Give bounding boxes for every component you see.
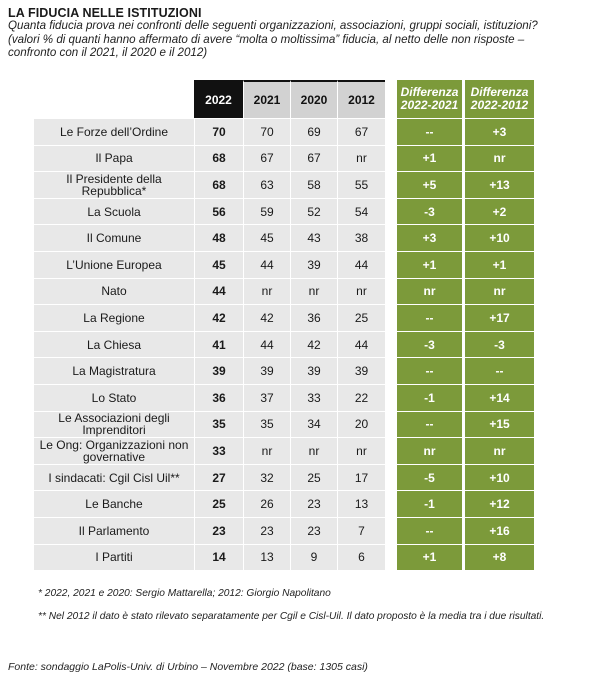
table-row: [34, 331, 534, 358]
value-2020: 36: [290, 304, 337, 331]
row-label: Le Forze dell’Ordine: [34, 118, 194, 145]
spacer: [385, 145, 394, 172]
value-2012: 25: [337, 304, 385, 331]
value-2021: 67: [243, 145, 290, 172]
diff-2022-2012: -3: [462, 331, 534, 358]
value-2022: 68: [194, 171, 243, 198]
row-label: I sindacati: Cgil Cisl Uil**: [34, 464, 194, 491]
spacer: [385, 517, 394, 544]
value-2020: 23: [290, 517, 337, 544]
value-2022: 35: [194, 411, 243, 438]
diff-2022-2012: +17: [462, 304, 534, 331]
table-row: [34, 437, 534, 464]
spacer: [385, 464, 394, 491]
row-label: I Partiti: [34, 544, 194, 571]
value-2021: 44: [243, 331, 290, 358]
value-2022: 44: [194, 278, 243, 305]
footnote-2: ** Nel 2012 il dato è stato rilevato separatamente per Cgil e Cisl-Uil. Il dato proposto è la media tra i due risultati.: [38, 610, 545, 622]
row-label: La Chiesa: [34, 331, 194, 358]
value-2020: 9: [290, 544, 337, 571]
source-note: Fonte: sondaggio LaPolis-Univ. di Urbino – Novembre 2022 (base: 1305 casi): [8, 661, 368, 673]
table-row: [34, 517, 534, 544]
value-2020: 69: [290, 118, 337, 145]
page-title: LA FIDUCIA NELLE ISTITUZIONI: [8, 6, 202, 20]
spacer: [385, 331, 394, 358]
spacer: [385, 304, 394, 331]
diff-2022-2012: +13: [462, 171, 534, 198]
value-2020: 39: [290, 251, 337, 278]
value-2021: 42: [243, 304, 290, 331]
value-2021: 35: [243, 411, 290, 438]
table-body: [34, 118, 534, 570]
row-label: Lo Stato: [34, 384, 194, 411]
diff-2022-2012: +12: [462, 490, 534, 517]
table-row: [34, 304, 534, 331]
value-2012: 6: [337, 544, 385, 571]
table-row: [34, 145, 534, 172]
spacer: [385, 411, 394, 438]
value-2022: 23: [194, 517, 243, 544]
value-2012: 44: [337, 251, 385, 278]
value-2012: 38: [337, 224, 385, 251]
value-2021: 45: [243, 224, 290, 251]
value-2022: 56: [194, 198, 243, 225]
value-2021: 13: [243, 544, 290, 571]
diff-2022-2021: -3: [394, 331, 462, 358]
value-2022: 33: [194, 437, 243, 464]
table-row: [34, 224, 534, 251]
value-2012: 13: [337, 490, 385, 517]
value-2022: 36: [194, 384, 243, 411]
value-2021: 32: [243, 464, 290, 491]
value-2022: 45: [194, 251, 243, 278]
value-2021: 37: [243, 384, 290, 411]
value-2020: 39: [290, 357, 337, 384]
diff-2022-2012: --: [462, 357, 534, 384]
diff-2022-2021: --: [394, 517, 462, 544]
value-2021: 59: [243, 198, 290, 225]
diff-2022-2012: +16: [462, 517, 534, 544]
diff-2022-2012: nr: [462, 145, 534, 172]
diff-2022-2021: -3: [394, 198, 462, 225]
header-blank: [34, 80, 194, 118]
diff-2022-2021: +3: [394, 224, 462, 251]
value-2021: nr: [243, 278, 290, 305]
diff-2022-2012: +14: [462, 384, 534, 411]
value-2012: 39: [337, 357, 385, 384]
value-2021: 63: [243, 171, 290, 198]
spacer: [385, 437, 394, 464]
value-2022: 48: [194, 224, 243, 251]
spacer: [385, 171, 394, 198]
table-row: [34, 384, 534, 411]
diff-2022-2012: +10: [462, 224, 534, 251]
footnotes: [38, 588, 568, 633]
row-label: Nato: [34, 278, 194, 305]
table-header-row: [34, 80, 534, 118]
header-diff-2022-2012: Differenza 2022-2012: [462, 80, 534, 118]
value-2012: 55: [337, 171, 385, 198]
spacer: [385, 490, 394, 517]
spacer: [385, 544, 394, 571]
value-2022: 27: [194, 464, 243, 491]
value-2012: 17: [337, 464, 385, 491]
header-2012: 2012: [337, 80, 385, 118]
spacer: [385, 357, 394, 384]
header-2021: 2021: [243, 80, 290, 118]
table-row: [34, 490, 534, 517]
value-2020: 23: [290, 490, 337, 517]
row-label: Il Parlamento: [34, 517, 194, 544]
value-2020: 25: [290, 464, 337, 491]
value-2022: 68: [194, 145, 243, 172]
diff-2022-2012: +1: [462, 251, 534, 278]
header-2022: 2022: [194, 80, 243, 118]
diff-2022-2021: --: [394, 118, 462, 145]
value-2021: 44: [243, 251, 290, 278]
value-2020: 58: [290, 171, 337, 198]
value-2021: 70: [243, 118, 290, 145]
header-diff-2022-2021: Differenza 2022-2021: [394, 80, 462, 118]
table-row: [34, 171, 534, 198]
spacer: [385, 224, 394, 251]
diff-2022-2021: +1: [394, 251, 462, 278]
row-label: La Magistratura: [34, 357, 194, 384]
value-2020: 42: [290, 331, 337, 358]
spacer: [385, 278, 394, 305]
table-row: [34, 464, 534, 491]
value-2012: 22: [337, 384, 385, 411]
trust-table: [34, 80, 534, 570]
header-2020: 2020: [290, 80, 337, 118]
table-row: [34, 411, 534, 438]
value-2012: 7: [337, 517, 385, 544]
value-2022: 70: [194, 118, 243, 145]
diff-2022-2012: +15: [462, 411, 534, 438]
value-2020: 33: [290, 384, 337, 411]
value-2022: 41: [194, 331, 243, 358]
diff-2022-2012: +8: [462, 544, 534, 571]
value-2021: 26: [243, 490, 290, 517]
value-2012: 20: [337, 411, 385, 438]
row-label: Le Ong: Organizzazioni non governative: [34, 437, 194, 464]
table-row: [34, 544, 534, 571]
row-label: L’Unione Europea: [34, 251, 194, 278]
value-2022: 39: [194, 357, 243, 384]
diff-2022-2021: --: [394, 357, 462, 384]
value-2012: nr: [337, 278, 385, 305]
diff-2022-2021: +1: [394, 544, 462, 571]
footnote-1: * 2022, 2021 e 2020: Sergio Mattarella; 2012: Giorgio Napolitano: [38, 588, 331, 599]
row-label: Le Banche: [34, 490, 194, 517]
diff-2022-2012: nr: [462, 437, 534, 464]
diff-2022-2021: --: [394, 304, 462, 331]
value-2012: 44: [337, 331, 385, 358]
value-2012: 54: [337, 198, 385, 225]
value-2020: 52: [290, 198, 337, 225]
spacer: [385, 251, 394, 278]
row-label: La Scuola: [34, 198, 194, 225]
table-row: [34, 357, 534, 384]
diff-2022-2021: nr: [394, 437, 462, 464]
diff-2022-2021: -1: [394, 490, 462, 517]
diff-2022-2012: +10: [462, 464, 534, 491]
value-2012: nr: [337, 437, 385, 464]
diff-2022-2021: -5: [394, 464, 462, 491]
diff-2022-2012: +2: [462, 198, 534, 225]
value-2021: nr: [243, 437, 290, 464]
value-2022: 42: [194, 304, 243, 331]
page-subtitle: Quanta fiducia prova nei confronti delle seguenti organizzazioni, associazioni, gruppi sociali, istituzioni? (valori % di quanti hanno affermato di avere “molta o moltissima” fiducia, al netto delle non risposte – confronto con il 2021, il 2020 e il 2012): [8, 19, 538, 60]
diff-2022-2021: nr: [394, 278, 462, 305]
row-label: La Regione: [34, 304, 194, 331]
table-row: [34, 278, 534, 305]
value-2012: 67: [337, 118, 385, 145]
row-label: Il Comune: [34, 224, 194, 251]
value-2022: 25: [194, 490, 243, 517]
table-row: [34, 118, 534, 145]
value-2020: 67: [290, 145, 337, 172]
value-2020: nr: [290, 278, 337, 305]
spacer: [385, 198, 394, 225]
row-label: Il Presidente della Repubblica*: [34, 171, 194, 198]
value-2020: nr: [290, 437, 337, 464]
diff-2022-2012: nr: [462, 278, 534, 305]
value-2012: nr: [337, 145, 385, 172]
diff-2022-2021: +1: [394, 145, 462, 172]
value-2020: 34: [290, 411, 337, 438]
diff-2022-2021: -1: [394, 384, 462, 411]
row-label: Le Associazioni degli Imprenditori: [34, 411, 194, 438]
spacer: [385, 118, 394, 145]
diff-2022-2021: +5: [394, 171, 462, 198]
value-2020: 43: [290, 224, 337, 251]
table-row: [34, 198, 534, 225]
value-2021: 23: [243, 517, 290, 544]
value-2022: 14: [194, 544, 243, 571]
row-label: Il Papa: [34, 145, 194, 172]
diff-2022-2012: +3: [462, 118, 534, 145]
header-spacer: [385, 80, 394, 118]
value-2021: 39: [243, 357, 290, 384]
spacer: [385, 384, 394, 411]
table-row: [34, 251, 534, 278]
diff-2022-2021: --: [394, 411, 462, 438]
